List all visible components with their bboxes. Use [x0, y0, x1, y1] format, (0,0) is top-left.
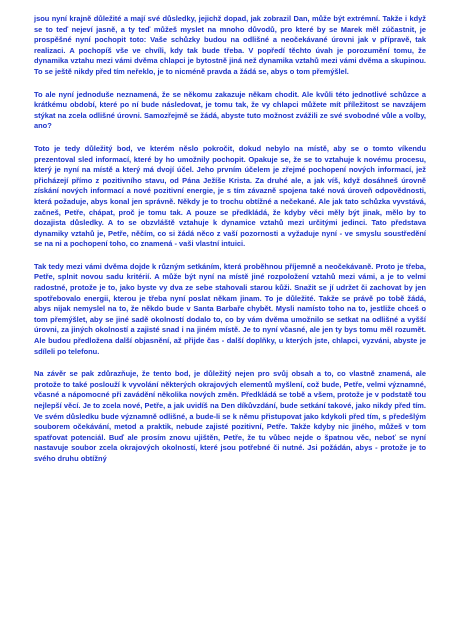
- paragraph-3: Toto je tedy důležitý bod, ve kterém něslo pokročit, dokud nebylo na místě, aby se o tomto víkendu prezentoval sled informací, které by ho umožnily pochopit. Opakuje se, že se to vztahuje k novému procesu, který je nyní na místě a který má dvojí účel. Jeho prvním účelem je zřejmé pochopení nových informací, jež přicházejí přímo z pozitivního stavu, od Pána Ježíše Krista. Za druhé ale, a jak víš, když dosáhneš úrovně získání nových informací a nové pozitivní energie, je s tím závazně spojena také nová úroveň odpovědnosti, která požaduje, abys konal jen správně. Někdy je to trochu obtížné a nečekané. Ale jak tato schůzka vyvstává, začneš, Petře, chápat, proč je tomu tak. A pouze se předkládá, že kdyby věci měly být jinak, mělo by to dozajista důsledky. A to se obzvláště vztahuje k dynamice vztahů mezi určitými jedinci. Tato představa dynamiky vztahů je, Petře, něčím, co si žádá něco z vaší pozornosti a vyžaduje nyní - ve smyslu soustředění se na ni a pochopení toho, co znamená - vaši vlastní intuici.: [34, 143, 426, 249]
- paragraph-1: jsou nyní krajně důležité a mají své důsledky, jejichž dopad, jak zobrazil Dan, může být extrémní. Takže i když se to teď nejeví jasně, a ty teď můžeš myslet na mnoho důvodů, pro které by se Marek měl zúčastnit, je prospěšné nyní pochopit toto: Vaše schůzky budou na odlišné a neočekávané úrovni jak v přípravě, tak realizaci. A pochopíš vše ve chvíli, kdy tak bude třeba. V popředí těchto úvah je porozumění tomu, že dynamika vztahu mezi vámi dvěma chlapci je bytostně jiná než dynamika vztahů mezi vámi dvěma a skupinou. To se ještě nikdy před tím neřeklo, je to nicméně pravda a žádá se, abys o tom přemýšlel.: [34, 14, 426, 76]
- paragraph-2: To ale nyní jednoduše neznamená, že se někomu zakazuje někam chodit. Ale kvůli této jednotlivé schůzce a krátkému období, které po ní bude následovat, je tomu tak, že vy chlapci můžete mít příležitost se navzájem stýkat na zcela odlišné úrovni. Samozřejmě se žádá, abyste tuto možnost zvážili ze své svobodné vůle a volby, ano?: [34, 89, 426, 131]
- paragraph-5: Na závěr se pak zdůrazňuje, že tento bod, je důležitý nejen pro svůj obsah a to, co vlastně znamená, ale protože to také poslouží k vyvolání některých okrajových elementů myšlení, což bude, Petře, velmi významné, včasné a nápomocné při zavádění několika nových změn. Předkládá se tobě a všem, protože je v podstatě tou nejlepší věcí. Je to zcela nové, Petře, a jak uvidíš na Den díkůvzdání, bude setkání takové, jako nikdy před tím. Ve svém důsledku bude významně odlišné, a bude-li se k němu přistupovat jako kdykoli před tím, s předešlým souborem očekávání, metod a praktik, nebude zajisté pozitivní, Petře. Takže kdyby nic jiného, můžeš v tom spatřovat potenciál. Buď ale prosím znovu ujištěn, Petře, že tu vůbec nejde o špatnou věc, neboť se nyní nastavuje soubor zcela okrajových okolností, které jsou potřebné či nutné. Jsi požádán, abys - protože je to svého druhu obtížný: [34, 369, 426, 463]
- paragraph-4: Tak tedy mezi vámi dvěma dojde k různým setkáním, která proběhnou příjemně a neočekávaně. Proto je třeba, Petře, splnit novou sadu kritérií. A může být nyní na místě jiné rozpoložení vztahů mezi vámi, a je to velmi radostné, protože je to, jako byste vy dva ze sebe stahovali starou kůži. Snažit se jí udržet či zachovat by jen spotřebovalo energii, kterou je třeba nyní poslat někam jinam. To je důležité. Takže se právě po tobě žádá, abys nijak nemyslel na to, že někdo bude v Santa Barbaře chybět. Mysli namísto toho na to, jestliže chceš o tom přemýšlet, aby se jiné sadě okolností dodalo to, co by vám dvěma umožnilo se setkat na odlišné a vyšší úrovni, za jiných okolností a zajisté snad i na jiném místě. Je to nyní včasné, ale jen ty bys tomu měl rozumět. Ale budou předloženа další objasnění, až přijde čas - další doplňky, u kterých jste, chlapci, vyzváni, abyste je sdíleli po telefonu.: [34, 261, 426, 356]
